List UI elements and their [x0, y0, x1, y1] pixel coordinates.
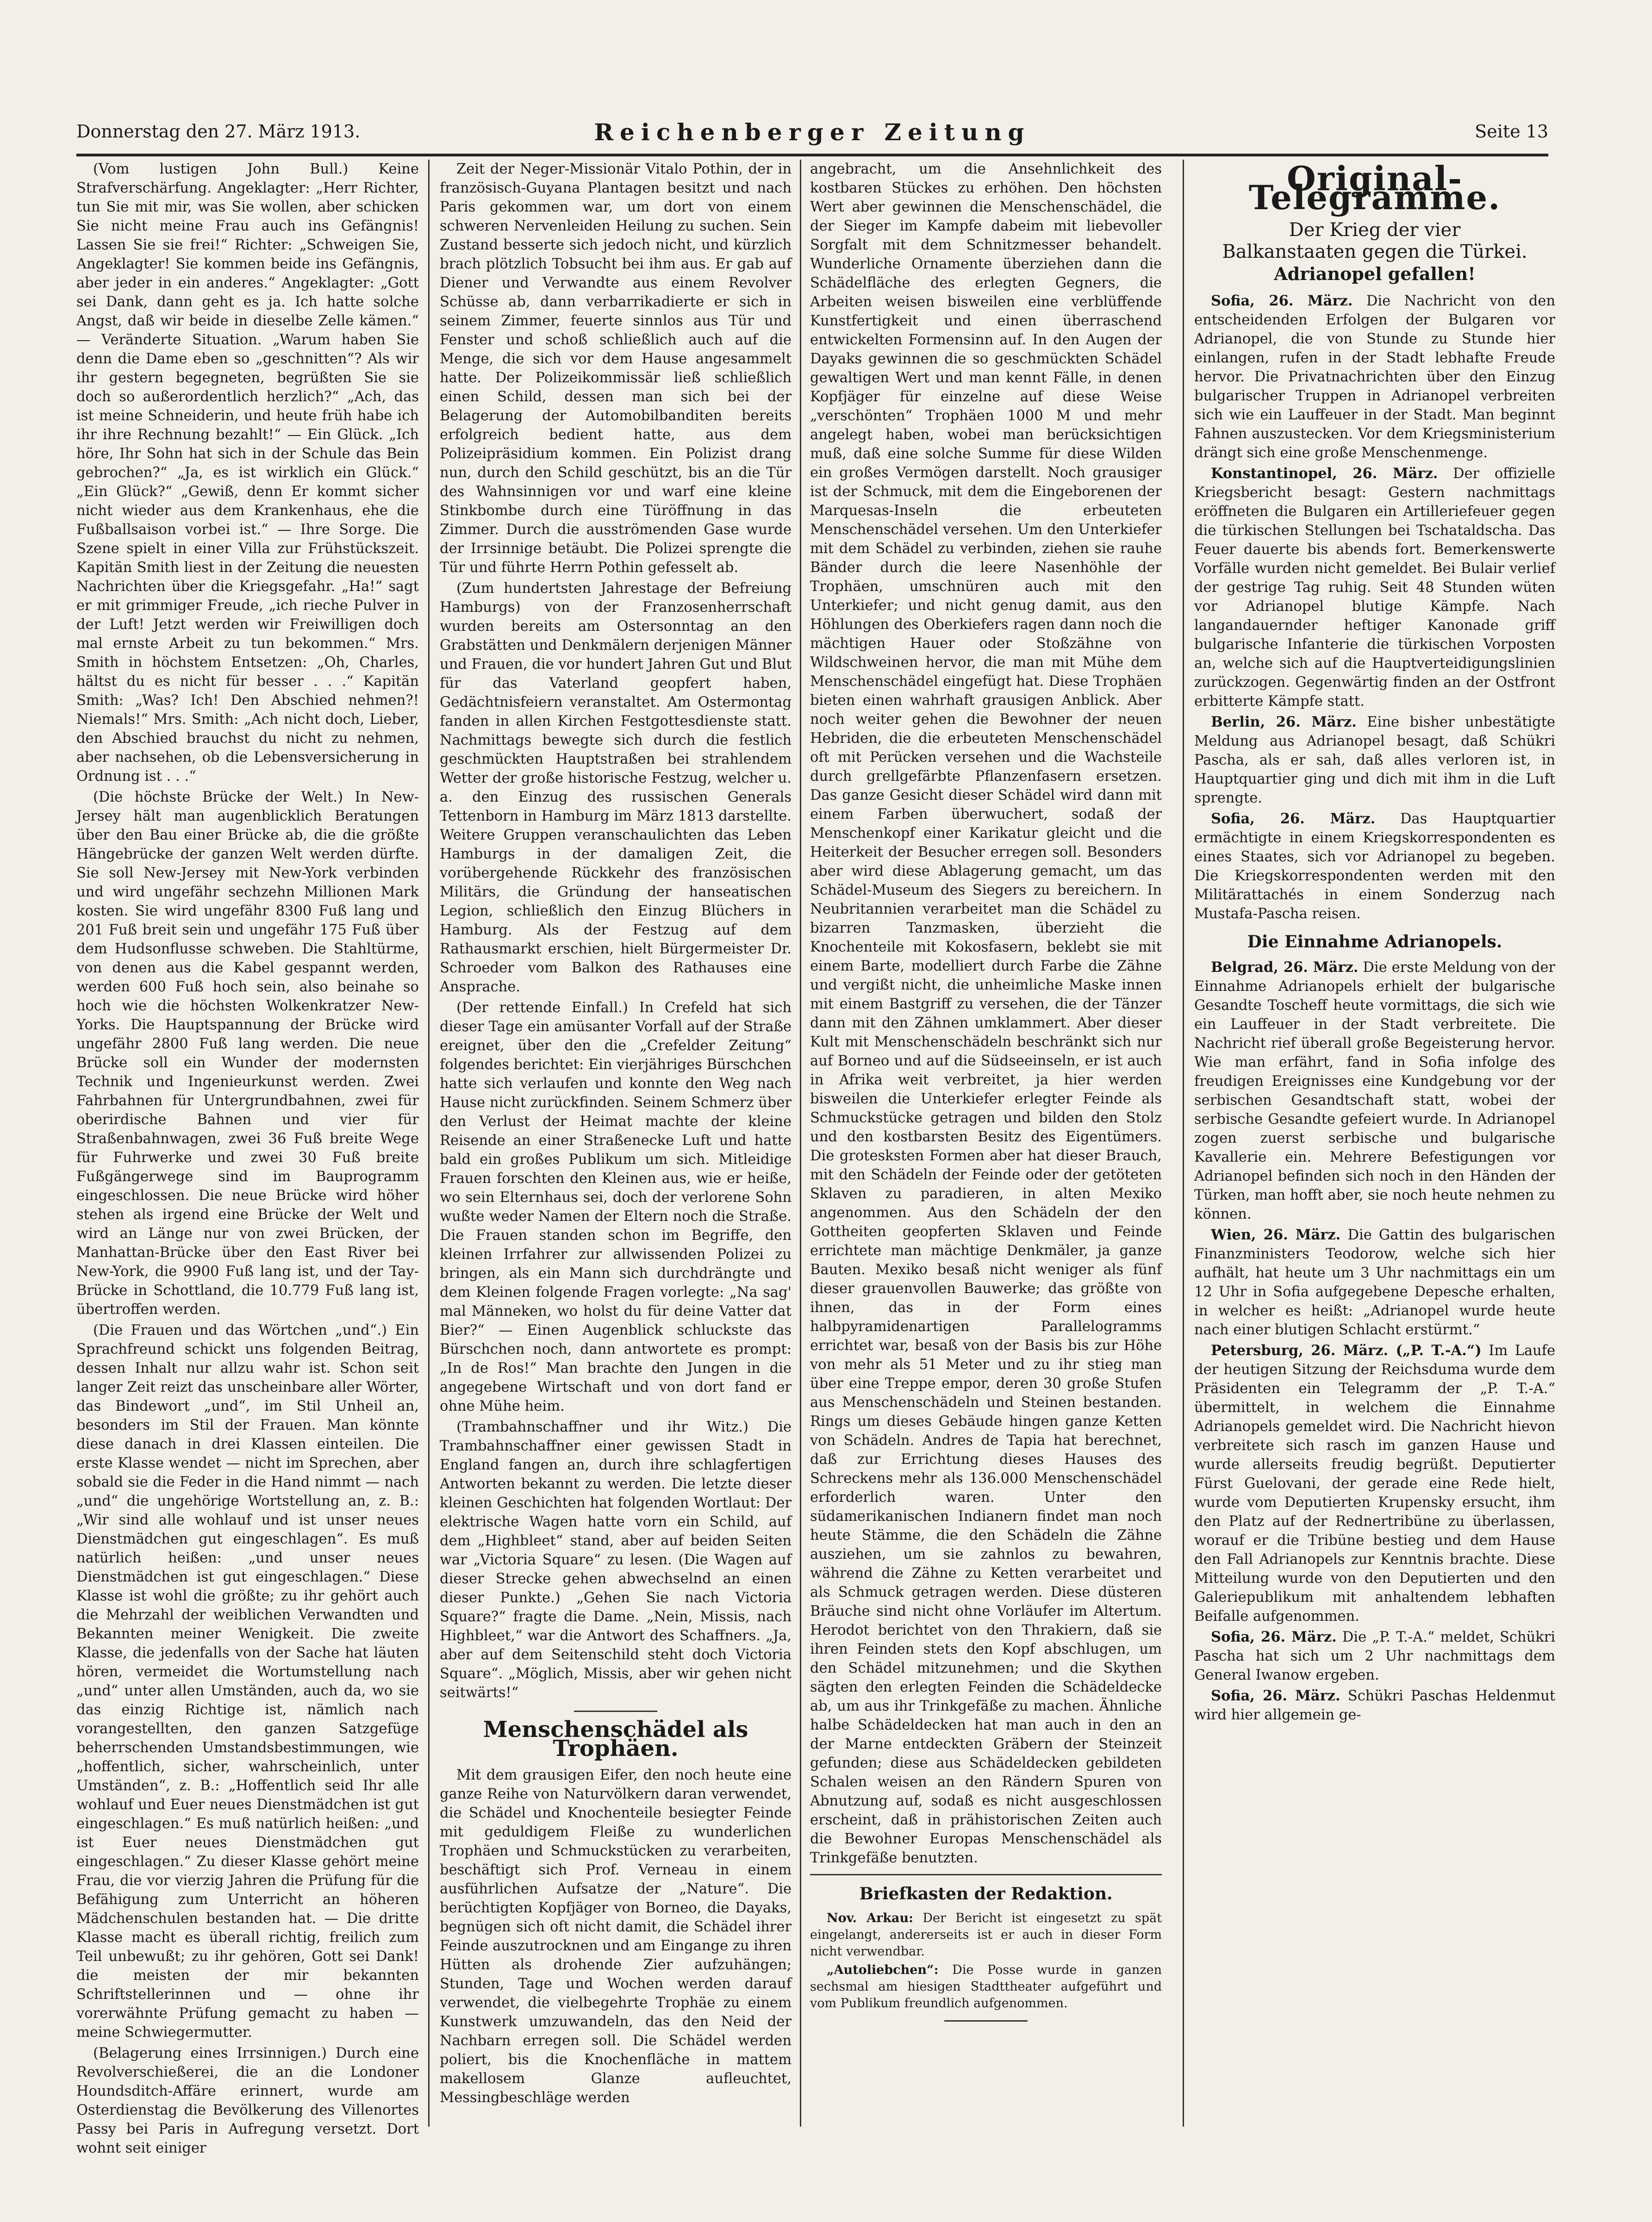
telegrams-heading: Original-Telegramme.: [1248, 159, 1501, 217]
telegram: [1194, 1687, 1555, 1724]
telegram: [1194, 464, 1555, 711]
letter-text: Die Posse wurde in ganzen sechsmal am hiesigen Stadttheater aufgeführt und vom Publikum freundlich aufgenommen.: [810, 1963, 1162, 2010]
war-subheading-1: Der Krieg der vier: [1289, 219, 1461, 241]
telegram-dateline: Belgrad, 26. März.: [1211, 959, 1359, 976]
telegram-text: Das Hauptquartier ermächtigte in einem Kriegskorrespondenten es eines Staates, sich vor Adrianopel zu begeben. Die Kriegskorrespondenten werden mit den Militärattachés in einem Sonderzug nach Mustafa-Pascha reisen.: [1194, 811, 1555, 922]
telegram-text: Schükri Paschas Heldenmut wird hier allgemein ge-: [1194, 1688, 1555, 1723]
capture-adrianople-heading: Die Einnahme Adrianopels.: [1247, 932, 1502, 952]
page-header: [76, 118, 1548, 156]
letter-recipient: „Autoliebchen“:: [827, 1963, 939, 1977]
column-divider: [1183, 160, 1184, 2127]
letter-item: [810, 1910, 1162, 1960]
telegram-dateline: Sofia, 26. März.: [1211, 810, 1376, 827]
telegram-dateline: Petersburg, 26. März. („P. T.-A.“): [1211, 1342, 1482, 1359]
article-heading-skulls: Menschenschädel als Trophäen.: [483, 1717, 748, 1761]
war-subheading-2: Balkanstaaten gegen die Türkei.: [1222, 241, 1527, 262]
separator-rule: [574, 1711, 657, 1712]
separator-rule: [810, 1874, 1162, 1875]
column-4: [1194, 160, 1555, 2127]
article-highest-bridge: (Die höchste Brücke der Welt.) In New-Jersey hält man augenblicklich Beratungen über den Bau einer Brücke ab, die die größte Hängebrücke der ganzen Welt werden dürfte. Sie soll New-Jersey mit New-York verbinden und wird ungefähr sechzehn Millionen Mark kosten. Sie wird ungefähr 8300 Fuß lang und 201 Fuß breit sein und ungefähr 175 Fuß über dem Hudsonflusse schweben. Die Stahltürme, von denen aus die Kabel gespannt werden, werden 600 Fuß hoch sein, also beinahe so hoch wie die höchsten Wolkenkratzer New-Yorks. Die Hauptspannung der Brücke wird ungefähr 2800 Fuß lang werden. Die neue Brücke soll ein Wunder der modernsten Technik und Ingenieurkunst werden. Zwei Fahrbahnen für Untergrundbahnen, zwei für oberirdische Bahnen und vier für Straßenbahnwagen, zwei 36 Fuß breite Wege für Fuhrwerke und zwei 30 Fuß breite Fußgängerwege sind im Bauprogramm eingeschlossen. Die neue Brücke wird höher stehen als irgend eine Brücke der Welt und wird an Länge nur von zwei Brücken, der Manhattan-Brücke über den East River bei New-York, die 9900 Fuß lang ist, und der Tay-Brücke in Schottland, die 10.779 Fuß lang ist, übertroffen werden.: [76, 789, 419, 1318]
telegram: [1194, 809, 1555, 923]
telegram-text: Die „P. T.-A.“ meldet, Schükri Pascha hat sich um 2 Uhr nachmittags dem General Iwanow ergeben.: [1194, 1629, 1555, 1683]
article-tram-conductors: (Trambahnschaffner und ihr Witz.) Die Trambahnschaffner einer gewissen Stadt in England fangen an, durch ihre schlagfertigen Antworten bekannt zu werden. Die letzte dieser kleinen Geschichten hat folgenden Wortlaut: Der elektrische Wagen hatte vorn ein Schild, auf dem „Highbleet“ stand, aber auf beiden Seiten war „Victoria Square“ zu lesen. (Die Wagen auf dieser Strecke gehen abwechselnd an einen dieser Punkte.) „Gehen Sie nach Victoria Square?“ fragte die Dame. „Nein, Missis, nach Highbleet,“ war die Antwort des Schaffners. „Ja, aber auf dem Seitenschild steht doch Victoria Square“. „Möglich, Missis, aber wir gehen nicht seitwärts!“: [440, 1419, 792, 1701]
article-women-and-und: (Die Frauen und das Wörtchen „und“.) Ein Sprachfreund schickt uns folgenden Beitrag, dessen Inhalt nur allzu wahr ist. Schon seit langer Zeit reizt das unscheinbare aller Wörter, das Bindewort „und“, im Stil Unheil an, besonders im Stil der Frauen. Man könnte diese danach in drei Klassen einteilen. Die erste Klasse wendet — nicht im Sprechen, aber sobald sie die Feder in die Hand nimmt — nach „und“ die ungehörige Wortstellung an, z. B.: „Wir sind alle wohlauf und ist unser neues Dienstmädchen gut eingeschlagen“. Es muß natürlich heißen: „und unser neues Dienstmädchen ist gut eingeschlagen.“ Diese Klasse ist wohl die größte; zu ihr gehört auch die Mehrzahl der weiblichen Verwandten und Bekannten meiner Wenigkeit. Die zweite Klasse, die jedenfalls von der Sache hat läuten hören, vermeidet die Wortumstellung nach „und“ unter allen Umständen, auch da, wo sie das einzig Richtige ist, nämlich nach vorangestellten, den ganzen Satzgefüge beherrschenden Umstandsbestimmungen, wie „hoffentlich, sicher, wahrscheinlich, unter Umständen“, z. B.: „Hoffentlich seid Ihr alle wohlauf und Euer neues Dienstmädchen ist gut eingeschlagen.“ Es muß natürlich heißen: „und ist Euer neues Dienstmädchen gut eingeschlagen.“ Zu dieser Klasse gehört meine Frau, die vor vierzig Jahren die Prüfung für die Befähigung zum Unterricht an höheren Mädchenschulen bestanden hat. — Die dritte Klasse macht es überall richtig, freilich zum Teil unbewußt; zu ihr gehören, Gott sei Dank! die meisten der mir bekannten Schriftstellerinnen und — ohne ihr vorerwähnte Prüfung gemacht zu haben — meine Schwiegermutter.: [76, 1322, 419, 2041]
article-siege-lunatic: (Belagerung eines Irrsinnigen.) Durch eine Revolverschießerei, die an die Londoner Houndsditch-Affäre erinnert, wurde am Osterdienstag die Bevölkerung des Villenortes Passy bei Paris in Aufregung versetzt. Dort wohnt seit einiger: [76, 2045, 419, 2156]
telegram-text: Die Nachricht von den entscheidenden Erfolgen der Bulgaren vor Adrianopel, die von Stunde zu Stunde hier einlangen, rufen in der Stadt lebhafte Freude hervor. Die Privatnachrichten über den Einzug bulgarischer Truppen in Adrianopel verbreiten sich wie ein Lauffeuer in der Stadt. Man beginnt Fahnen auszustecken. Vor dem Kriegsministerium drängt sich eine große Menschenmenge.: [1194, 293, 1555, 461]
telegram-text: Im Laufe der heutigen Sitzung der Reichsduma wurde dem Präsidenten ein Telegramm der „P. T.-A.“ übermittelt, in welchem die Einnahme Adrianopels gemeldet wird. Die Nachricht hievon verbreitete sich rasch im ganzen Hause und wurde allerseits freudig begrüßt. Deputierter Fürst Guelovani, der gerade eine Rede hielt, wurde vom Deputierten Krupensky ersucht, ihm den Platz auf der Rednertribüne zu überlassen, worauf er die Tribüne bestieg und dem Hause den Fall Adrianopels zur Kenntnis brachte. Diese Mitteilung wurde von den Deputierten und den Galeriepublikum mit anhaltendem lebhaften Beifalle aufgenommen.: [1194, 1343, 1555, 1624]
article-saving-idea: (Der rettende Einfall.) In Crefeld hat sich dieser Tage ein amüsanter Vorfall auf der Straße ereignet, über den die „Crefelder Zeitung“ folgendes berichtet: Ein vierjähriges Bürschchen hatte sich verlaufen und konnte den Weg nach Hause nicht zurückfinden. Seinem Schmerz über den Verlust der Heimat machte der kleine Reisende an einer Straßenecke Luft und hatte bald ein großes Publikum um sich. Mitleidige Frauen forschten den Kleinen aus, wie er heiße, wo sein Elternhaus sei, doch der verlorene Sohn wußte weder Namen der Eltern noch die Straße. Die Frauen standen schon im Begriffe, den kleinen Irrfahrer zur allwissenden Polizei zu bringen, als ein Mann sich durchdrängte und dem Kleinen folgende Fragen vorlegte: „Na sag' mal Männeken, wo holst du für deine Vatter dat Bier?“ — Einen Augenblick schluckste das Bürschchen noch, dann antwortete es prompt: „In de Ros!“ Man brachte den Jungen in die angegebene Wirtschaft und von dort fand er ohne Mühe heim.: [440, 1000, 792, 1414]
telegram: [1194, 1341, 1555, 1626]
article-skulls-continued: angebracht, um die Ansehnlichkeit des kostbaren Stückes zu erhöhen. Den höchsten Wert aber gewinnen die Menschenschädel, die der Sieger im Kampfe dabeim mit liebevoller Sorgfalt mit dem Schnitzmesser behandelt. Wunderliche Ornamente überziehen dann die Schädelfläche des erlegten Gegners, die Arbeiten weisen bisweilen eine verblüffende Kunstfertigkeit und einen überraschend entwickelten Formensinn auf. In den Augen der Dayaks gewinnen die so geschmückten Schädel gewaltigen Wert und man kennt Fälle, in denen Kopfjäger für einzelne auf diese Weise „verschönten“ Trophäen 1000 M und mehr angelegt haben, wobei man berücksichtigen muß, daß eine solche Summe für diese Wilden ein großes Vermögen darstellt. Noch grausiger ist der Schmuck, mit dem die Eingeborenen der Marquesas-Inseln die erbeuteten Menschenschädel versehen. Um den Unterkiefer mit dem Schädel zu verbinden, ziehen sie rauhe Bänder durch die leere Nasenhöhle der Trophäen, umschnüren auch mit den Unterkiefer; und nicht genug damit, aus den Höhlungen des Oberkiefers ragen dann noch die mächtigen Hauer oder Stoßzähne von Wildschweinen hervor, die man mit Mühe dem Menschenschädel eingefügt hat. Diese Trophäen bieten einen wahrhaft grausigen Anblick. Aber noch weiter gehen die Bewohner der neuen Hebriden, die die erbeuteten Menschenschädel oft mit Perücken versehen und die Wachsteile durch grellgefärbte Pflanzenfasern ersetzen. Das ganze Gesicht dieser Schädel wird dann mit einem Farben überwuchert, sodaß der Menschenkopf einer Karikatur gleicht und die Heiterkeit der Besucher erregen soll. Besonders aber wird diese Ablagerung gemacht, um das Schädel-Museum des Siegers zu bereichern. In Neubritannien verarbeitet man die Schädel zu bizarren Tanzmasken, überzieht die Knochenteile mit Kokosfasern, beklebt sie mit einem Barte, modelliert durch Farbe die Zähne und vergißt nicht, die unheimliche Maske innen mit einem Bastgriff zu versehen, die der Tänzer dann mit den Zähnen umklammert. Aber dieser Kult mit Menschenschädeln beschränkt sich nur auf Borneo und auf die Südseeinseln, er ist auch in Afrika weit verbreitet, ja hier werden bisweilen die Unterkiefer erlegter Feinde als Schmuckstücke getragen und bilden den Stolz und den kostbarsten Besitz des Eigentümers. Die grotesksten Formen aber hat dieser Brauch, mit den Schädeln der Feinde oder der getöteten Sklaven zu paradieren, in alten Mexiko angenommen. Aus den Schädeln der den Gottheiten geopferten Sklaven und Feinde errichtete man mächtige Denkmäler, ja ganze Bauten. Mexiko besaß nicht weniger als fünf dieser grauenvollen Bauwerke; das größte von ihnen, das in der Form eines halbpyramidenartigen Parallelogramms errichtet war, besaß von der Basis bis zur Höhe von mehr als 51 Meter und zu ihr stieg man über eine Treppe empor, deren 30 große Stufen aus Menschenschädeln und Steinen bestanden. Rings um dieses Gebäude hingen ganze Ketten von Schädeln. Andres de Tapia hat berechnet, daß zur Errichtung dieses Hauses des Schreckens mehr als 136.000 Menschenschädel erforderlich waren. Unter den südamerikanischen Indianern findet man noch heute Stämme, die den Schädeln die Zähne ausziehen, um sie zahnlos zu bewahren, während die Zähne zu Ketten verarbeitet und als Schmuck getragen werden. Diese düsteren Bräuche sind nicht ohne Vorläufer im Altertum. Herodot berichtet von den Thrakiern, daß sie ihren Feinden stets den Kopf abschlugen, um den Schädel mitzunehmen; und die Skythen sägten den erlegten Feinden die Schädeldecke ab, um aus ihr Trinkgefäße zu machen. Ähnliche halbe Schädeldecken hat man auch in den an der Marne entdeckten Gräbern der Steinzeit gefunden; diese aus Schädeldecken gebildeten Schalen weisen an den Rändern Spuren von Abnutzung auf, sodaß es nicht ausgeschlossen erscheint, daß in prähistorischen Zeiten auch die Bewohner Europas Menschenschädel als Trinkgefäße benutzten.: [810, 161, 1162, 1866]
article-skulls-intro: Mit dem grausigen Eifer, den noch heute eine ganze Reihe von Naturvölkern daran verwendet, die Schädel und Knochenteile besiegter Feinde mit geduldigem Fleiße zu wunderlichen Trophäen und Schmuckstücken zu verarbeiten, beschäftigt sich Prof. Verneau in einem ausführlichen Aufsatze der „Nature“. Die berüchtigten Kopfjäger von Borneo, die Dayaks, begnügen sich oft nicht damit, die Schädel ihrer Feinde auszutrocknen und am Eingange zu ihren Hütten als drohende Zier aufzuhängen; Stunden, Tage und Wochen werden darauf verwendet, die vielbegehrte Trophäe zu einem Kunstwerk umzuwandeln, das den Neid der Nachbarn erregen soll. Die Schädel werden poliert, bis die Knochenfläche in mattem makellosem Glanze aufleuchtet, Messingbeschläge werden: [440, 1767, 792, 2106]
telegram: [1194, 713, 1555, 808]
adrianople-fallen-heading: Adrianopel gefallen!: [1274, 263, 1476, 284]
telegram-text: Die erste Meldung von der Einnahme Adrianopels erhielt der bulgarische Gesandte Toscheff heute vormittags, die sich wie ein Lauffeuer in der Stadt verbreitete. Die Nachricht rief überall große Begeisterung hervor. Wie man erfährt, fand in Sofia infolge des freudigen Ereignisses eine Kundgebung vor der serbischen Gesandtschaft statt, wobei der serbische Gesandte gefeiert wurde. In Adrianopel zogen zuerst serbische und bulgarische Kavallerie ein. Mehrere Befestigungen vor Adrianopel befinden sich noch in den Händen der Türken, man hofft aber, sie noch heute nehmen zu können.: [1194, 959, 1555, 1222]
telegram-text: Eine bisher unbestätigte Meldung aus Adrianopel besagt, daß Schükri Pascha, als er sah, daß alles verloren ist, in Hauptquartier ging und dich mit ihm in die Luft sprengte.: [1194, 714, 1555, 806]
telegram-dateline: Sofia, 26. März.: [1211, 1687, 1340, 1704]
telegram-dateline: Sofia, 26. März.: [1211, 1629, 1337, 1645]
letters-heading: Briefkasten der Redaktion.: [859, 1884, 1113, 1904]
article-hamburg-anniversary: (Zum hundertsten Jahrestage der Befreiung Hamburgs) von der Franzosenherrschaft wurden bereits am Ostersonntag an den Grabstätten und Denkmälern derjenigen Männer und Frauen, die vor hundert Jahren Gut und Blut für das Vaterland geopfert haben, Gedächtnisfeiern veranstaltet. Am Ostermontag fanden in allen Kirchen Festgottesdienste statt. Nachmittags bewegte sich durch die festlich geschmückten Hauptstraßen bei strahlendem Wetter der große historische Festzug, welcher u. a. den Einzug des russischen Generals Tettenborn in Hamburg im März 1813 darstellte. Weitere Gruppen veranschaulichten das Leben Hamburgs in der damaligen Zeit, die vorübergehende Rückkehr des französischen Militärs, die Gründung der hanseatischen Legion, schließlich den Einzug Blüchers in Hamburg. Als der Festzug auf dem Rathausmarkt erschien, hielt Bürgermeister Dr. Schroeder vom Balkon des Rathauses eine Ansprache.: [440, 580, 792, 995]
article-siege-continued: Zeit der Neger-Missionär Vitalo Pothin, der in französisch-Guyana Plantagen besitzt und nach Paris gekommen war, um dort von einem schweren Nervenleiden Heilung zu suchen. Sein Zustand besserte sich jedoch nicht, und kürzlich brach plötzlich Tobsucht bei ihm aus. Er gab auf Diener und Verwandte aus einem Revolver Schüsse ab, dann verbarrikadierte er sich in seinem Zimmer, feuerte sinnlos aus Tür und Fenster und schoß schließlich auch auf die Menge, die sich vor dem Hause angesammelt hatte. Der Polizeikommissär ließ schließlich einen Schild, dessen man sich bei der Belagerung der Automobilbanditen bereits erfolgreich bedient hatte, aus dem Polizeipräsidium kommen. Ein Polizist drang nun, durch den Schild geschützt, bis an die Tür des Wahnsinnigen vor und warf eine kleine Stinkbombe durch eine Türöffnung in das Zimmer. Durch die ausströmenden Gase wurde der Irrsinnige betäubt. Die Polizei sprengte die Tür und führte Herrn Pothin gefesselt ab.: [440, 161, 792, 576]
letter-recipient: Nov. Arkau:: [827, 1911, 914, 1925]
telegram-dateline: Konstantinopel, 26. März.: [1211, 465, 1438, 482]
telegram-text: Die Gattin des bulgarischen Finanzministers Teodorow, welche sich hier aufhält, hat heute um 3 Uhr nachmittags ein um 12 Uhr in Sofia aufgegebene Depesche erhalten, in welcher es heißt: „Adrianopel wurde heute nach einer blutigen Schlacht erstürmt.“: [1194, 1227, 1555, 1338]
telegram: [1194, 1226, 1555, 1339]
column-3: [810, 160, 1162, 2127]
issue-date: Donnerstag den 27. März 1913.: [76, 121, 361, 142]
letter-text: Der Bericht ist eingesetzt zu spät eingelangt, andererseits ist er auch in dieser Form nicht verwendbar.: [810, 1911, 1162, 1959]
separator-rule: [944, 2020, 1028, 2022]
column-1: [76, 160, 419, 2156]
article-john-bull: (Vom lustigen John Bull.) Keine Strafverschärfung. Angeklagter: „Herr Richter, tun Sie mit mir, was Sie wollen, aber schicken Sie nicht meine Frau auch ins Gefängnis! Lassen Sie sie frei!“ Richter: „Schweigen Sie, Angeklagter! Sie kommen beide ins Gefängnis, aber jeder in ein anderes.“ Angeklagter: „Gott sei Dank, dann geht es ja. Ich hatte solche Angst, daß wir beide in dieselbe Zelle kämen.“ — Veränderte Situation. „Warum haben Sie denn die Dame eben so „geschnitten“? Als wir ihr gestern begegneten, begrüßten Sie sie doch so außerordentlich herzlich?“ „Ach, das ist meine Schneiderin, und heute früh habe ich ihr ihre Rechnung bezahlt!“ — Ein Glück. „Ich höre, Ihr Sohn hat sich in der Schule das Bein gebrochen?“ „Ja, es ist wirklich ein Glück.“ „Ein Glück?“ „Gewiß, denn Er kommt sicher nicht wieder aus dem Krankenhaus, ehe die Fußballsaison vorbei ist.“ — Ihre Sorge. Die Szene spielt in einer Villa zur Frühstückszeit. Kapitän Smith liest in der Zeitung die neuesten Nachrichten über die Kriegsgefahr. „Ha!“ sagt er mit grimmiger Freude, „ich rieche Pulver in der Luft! Jetzt werden wir Freiwilligen doch mal ernste Arbeit zu tun bekommen.“ Mrs. Smith in höchstem Entsetzen: „Oh, Charles, hältst du es nicht für besser . . .“ Kapitän Smith: „Was? Ich! Den Abschied nehmen?! Niemals!“ Mrs. Smith: „Ach nicht doch, Lieber, den Abschied brauchst du nicht zu nehmen, aber nachsehen, ob die Lebensversicherung in Ordnung ist . . .“: [76, 161, 419, 784]
letter-item: [810, 1962, 1162, 2012]
telegram-text: Der offizielle Kriegsbericht besagt: Gestern nachmittags eröffneten die Bulgaren ein Artilleriefeuer gegen die türkischen Stellungen bei Tschataldscha. Das Feuer dauerte bis abends fort. Bemerkenswerte Vorfälle wurden nicht gemeldet. Bei Bulair verlief der gestrige Tag ruhig. Seit 48 Stunden wüten vor Adrianopel blutige Kämpfe. Nach langandauernder heftiger Kanonade griff bulgarische Infanterie die türkischen Vorposten an, welche sich auf die Hauptverteidigungslinien zurückzogen. Gegenwärtig finden an der Ostfront erbitterte Kämpfe statt.: [1194, 466, 1555, 710]
telegram: [1194, 1628, 1555, 1685]
telegram-dateline: Berlin, 26. März.: [1211, 714, 1357, 730]
telegram-dateline: Wien, 26. März.: [1211, 1226, 1341, 1243]
telegram: [1194, 958, 1555, 1224]
column-divider: [800, 160, 801, 2127]
column-2: [440, 160, 792, 2127]
telegram: [1194, 292, 1555, 462]
page-number: Seite 13: [1475, 121, 1548, 142]
telegram-dateline: Sofia, 26. März.: [1211, 293, 1353, 309]
newspaper-title: Reichenberger Zeitung: [594, 118, 1031, 146]
column-divider: [428, 160, 430, 2127]
